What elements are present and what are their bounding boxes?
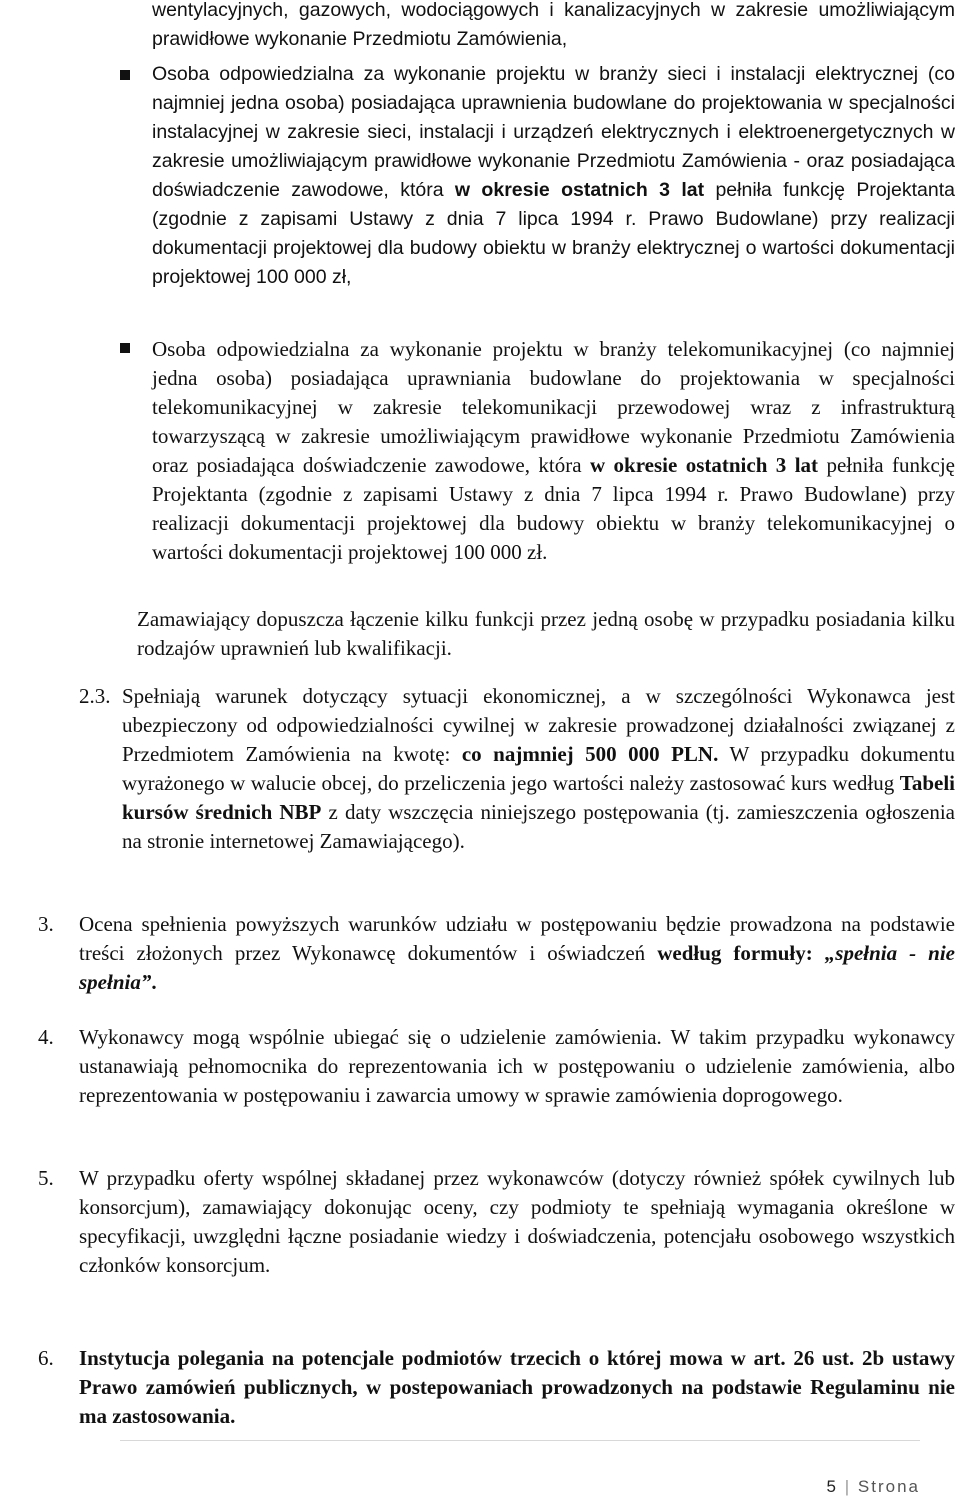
item-4-joint-bidding: Wykonawcy mogą wspólnie ubiegać się o udzielenie zamówienia. W takim przypadku wykonawcy ustanawiają pełnomocnika do reprezentowania ich w postępowaniu o udzielenie zamówienia, albo reprezentowania w postępowaniu i zawarcia umowy w sprawie zamówienia doprogowego.	[79, 1025, 955, 1107]
bullet-square-icon	[120, 70, 130, 80]
emphasis-period: w okresie ostatnich 3 lat	[589, 453, 819, 477]
item-number: 2.3.	[79, 684, 111, 708]
page-label: Strona	[857, 1477, 920, 1496]
page-number: 5	[826, 1477, 839, 1496]
combine-functions-paragraph: Zamawiający dopuszcza łączenie kilku funkcji przez jedną osobę w przypadku posiadania kilku rodzajów uprawnień lub kwalifikacji.	[137, 607, 955, 660]
page-footer	[827, 1477, 920, 1497]
continuation-text: wentylacyjnych, gazowych, wodociągowych i kanalizacyjnych w zakresie umożliwiającym prawidłowe wykonanie Przedmiotu Zamówienia,	[152, 0, 955, 50]
bullet-telecom-designer: Osoba odpowiedzialna za wykonanie projektu w branży telekomunikacyjnej (co najmniej jedna osoba) posiadająca uprawniania budowlane do projektowania w specjalności telekomunikacyjnej w zakresie telekomunikacji przewodowej wraz z infrastrukturą towarzyszącą w zakresie umożliwiającym prawidłowe wykonanie Przedmiotu Zamówienia oraz posiadająca doświadczenie zawodowe, która w okresie ostatnich 3 lat pełniła funkcję Projektanta (zgodnie z zapisami Ustawy z dnia 7 lipca 1994 r. Prawo Budowlane) przy realizacji dokumentacji projektowej dla budowy obiektu w branży telekomunikacyjnej o wartości dokumentacji projektowej 100 000 zł.	[152, 337, 955, 564]
bullet-electrical-designer: Osoba odpowiedzialna za wykonanie projektu w branży sieci i instalacji elektrycznej (co najmniej jedna osoba) posiadająca uprawnienia budowlane do projektowania w specjalności instalacyjnej w zakresie sieci, instalacji i urządzeń elektrycznych i elektroenergetycznych w zakresie umożliwiającym prawidłowe wykonanie Przedmiotu Zamówienia - oraz posiadająca doświadczenie zawodowe, która w okresie ostatnich 3 lat pełniła funkcję Projektanta (zgodnie z zapisami Ustawy z dnia 7 lipca 1994 r. Prawo Budowlane) przy realizacji dokumentacji projektowej dla budowy obiektu w branży elektrycznej o wartości dokumentacji projektowej 100 000 zł,	[152, 63, 955, 288]
item-5-joint-offer: W przypadku oferty wspólnej składanej przez wykonawców (dotyczy również spółek cywilnych lub konsorcjum), zamawiający dokonując oceny, czy podmioty te spełniają wymagania określone w specyfikacji, uwzględni łączne posiadanie wiedzy i doświadczenia, potencjału osobowego wszystkich członków konsorcjum.	[79, 1166, 955, 1277]
bullet-square-icon	[120, 343, 130, 353]
emphasis-period: w okresie ostatnich 3 lat	[454, 179, 705, 201]
item-number: 4.	[38, 1025, 54, 1049]
item-6-third-party-resources: Instytucja polegania na potencjale podmiotów trzecich o której mowa w art. 26 ust. 2b ustawy Prawo zamówień publicznych, w postepowaniach prowadzonych na podstawie Regulaminu nie ma zastosowania.	[79, 1346, 955, 1428]
item-number: 3.	[38, 912, 54, 936]
item-3-evaluation: Ocena spełnienia powyższych warunków udziału w postępowaniu będzie prowadzona na podstawie treści złożonych przez Wykonawcę dokumentów i oświadczeń według formuły: „spełnia - nie spełnia”.	[79, 912, 955, 994]
footer-separator: |	[844, 1477, 852, 1496]
continuation-paragraph	[152, 0, 955, 54]
footer-divider	[120, 1440, 920, 1441]
item-number: 6.	[38, 1346, 54, 1370]
item-2-3-economic-condition: Spełniają warunek dotyczący sytuacji ekonomicznej, a w szczególności Wykonawca jest ubezpieczony od odpowiedzialności cywilnej w zakresie prowadzonej działalności związanej z Przedmiotem Zamówienia na kwotę: co najmniej 500 000 PLN. W przypadku dokumentu wyrażonego w walucie obcej, do przeliczenia jego wartości należy zastosować kurs według Tabeli kursów średnich NBP z daty wszczęcia niniejszego postępowania (tj. zamieszczenia ogłoszenia na stronie internetowej Zamawiającego).	[122, 684, 955, 853]
item-number: 5.	[38, 1166, 54, 1190]
